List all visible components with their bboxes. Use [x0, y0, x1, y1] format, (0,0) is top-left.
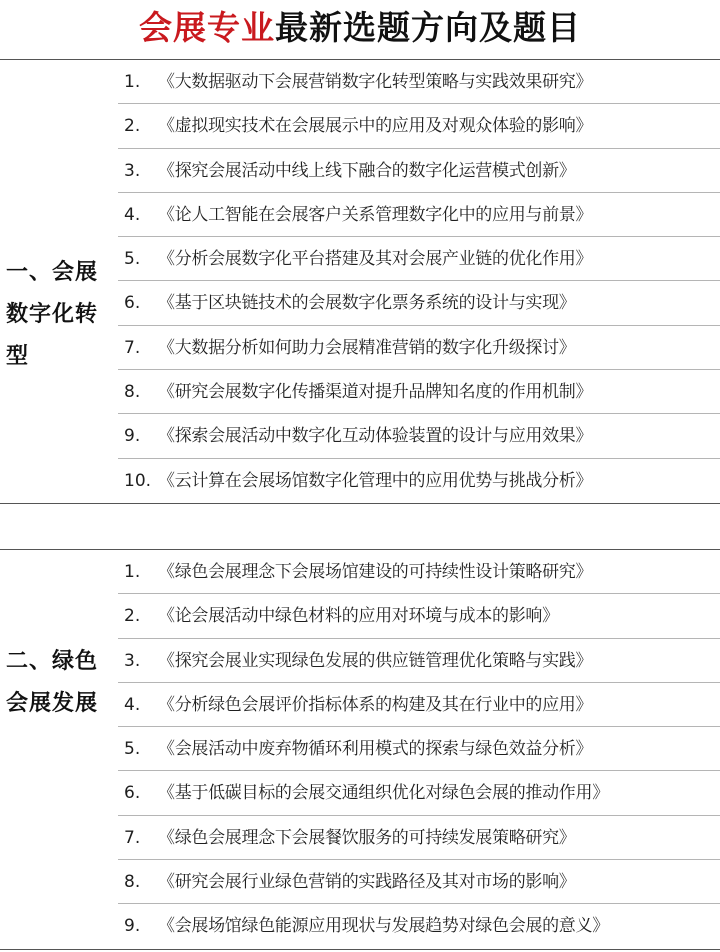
topic-number: 7. — [124, 827, 141, 848]
topic-number: 1. — [124, 72, 141, 92]
topic-item — [118, 727, 720, 771]
topic-number: 2. — [124, 116, 141, 137]
topic-number: 9. — [124, 916, 141, 937]
topic-number: 5. — [124, 249, 141, 270]
topic-item — [118, 459, 720, 503]
topic-item — [118, 326, 720, 370]
topic-title: 《虚拟现实技术在会展展示中的应用及对观众体验的影响》 — [158, 116, 593, 137]
topic-item — [118, 60, 720, 104]
topic-number: 7. — [124, 337, 141, 358]
section-label — [6, 252, 114, 378]
topic-item — [118, 860, 720, 904]
topic-item — [118, 904, 720, 948]
section-label-line: 数字化转 — [6, 302, 99, 327]
topic-title: 《分析会展数字化平台搭建及其对会展产业链的优化作用》 — [158, 249, 593, 270]
topic-title: 《大数据驱动下会展营销数字化转型策略与实践效果研究》 — [158, 72, 593, 92]
topic-number: 8. — [124, 872, 141, 893]
topic-title: 《探究会展活动中线上线下融合的数字化运营模式创新》 — [158, 160, 576, 181]
topic-number: 3. — [124, 160, 141, 181]
title-accent: 会展专业 — [139, 8, 275, 47]
section-label — [6, 641, 114, 725]
topic-item — [118, 550, 720, 594]
topic-title: 《研究会展数字化传播渠道对提升品牌知名度的作用机制》 — [158, 382, 593, 403]
topic-title: 《论人工智能在会展客户关系管理数字化中的应用与前景》 — [158, 204, 593, 225]
topic-item — [118, 414, 720, 458]
topic-item — [118, 237, 720, 281]
topic-title: 《基于低碳目标的会展交通组织优化对绿色会展的推动作用》 — [158, 783, 609, 804]
topic-item — [118, 771, 720, 815]
topic-list — [118, 60, 720, 503]
topic-item — [118, 104, 720, 148]
topic-title: 《会展活动中废弃物循环利用模式的探索与绿色效益分析》 — [158, 739, 593, 760]
section-label-line: 二、绿色 — [6, 649, 99, 674]
topic-number: 8. — [124, 382, 141, 403]
title-rest: 最新选题方向及题目 — [275, 8, 581, 47]
topic-number: 4. — [124, 204, 141, 225]
topic-title: 《云计算在会展场馆数字化管理中的应用优势与挑战分析》 — [158, 470, 593, 491]
topic-number: 3. — [124, 650, 141, 671]
topic-number: 2. — [124, 606, 141, 627]
page-title — [0, 0, 720, 56]
topic-title: 《基于区块链技术的会展数字化票务系统的设计与实现》 — [158, 293, 576, 314]
topic-number: 6. — [124, 783, 141, 804]
topic-title: 《论会展活动中绿色材料的应用对环境与成本的影响》 — [158, 606, 559, 627]
topic-title: 《分析绿色会展评价指标体系的构建及其在行业中的应用》 — [158, 694, 593, 715]
topic-list — [118, 550, 720, 949]
topic-item — [118, 370, 720, 414]
topic-number: 9. — [124, 426, 141, 447]
topic-title: 《绿色会展理念下会展场馆建设的可持续性设计策略研究》 — [158, 562, 593, 582]
topic-item — [118, 193, 720, 237]
topic-item — [118, 683, 720, 727]
topic-title: 《研究会展行业绿色营销的实践路径及其对市场的影响》 — [158, 872, 576, 893]
topic-title: 《探索会展活动中数字化互动体验装置的设计与应用效果》 — [158, 426, 593, 447]
topic-number: 5. — [124, 739, 141, 760]
section-green-development — [0, 549, 720, 950]
topic-item — [118, 816, 720, 860]
topic-title: 《会展场馆绿色能源应用现状与发展趋势对绿色会展的意义》 — [158, 916, 609, 937]
topic-number: 1. — [124, 562, 141, 582]
topic-item — [118, 639, 720, 683]
section-digital-transformation — [0, 59, 720, 504]
topic-number: 4. — [124, 694, 141, 715]
topic-number: 6. — [124, 293, 141, 314]
section-label-line: 一、会展 — [6, 260, 99, 285]
topic-item — [118, 149, 720, 193]
section-label-line: 型 — [6, 344, 30, 369]
section-label-line: 会展发展 — [6, 691, 99, 716]
topic-number: 10. — [124, 470, 152, 491]
topic-item — [118, 594, 720, 638]
topic-item — [118, 281, 720, 325]
topic-title: 《探究会展业实现绿色发展的供应链管理优化策略与实践》 — [158, 650, 593, 671]
topic-title: 《大数据分析如何助力会展精准营销的数字化升级探讨》 — [158, 337, 576, 358]
topic-title: 《绿色会展理念下会展餐饮服务的可持续发展策略研究》 — [158, 827, 576, 848]
